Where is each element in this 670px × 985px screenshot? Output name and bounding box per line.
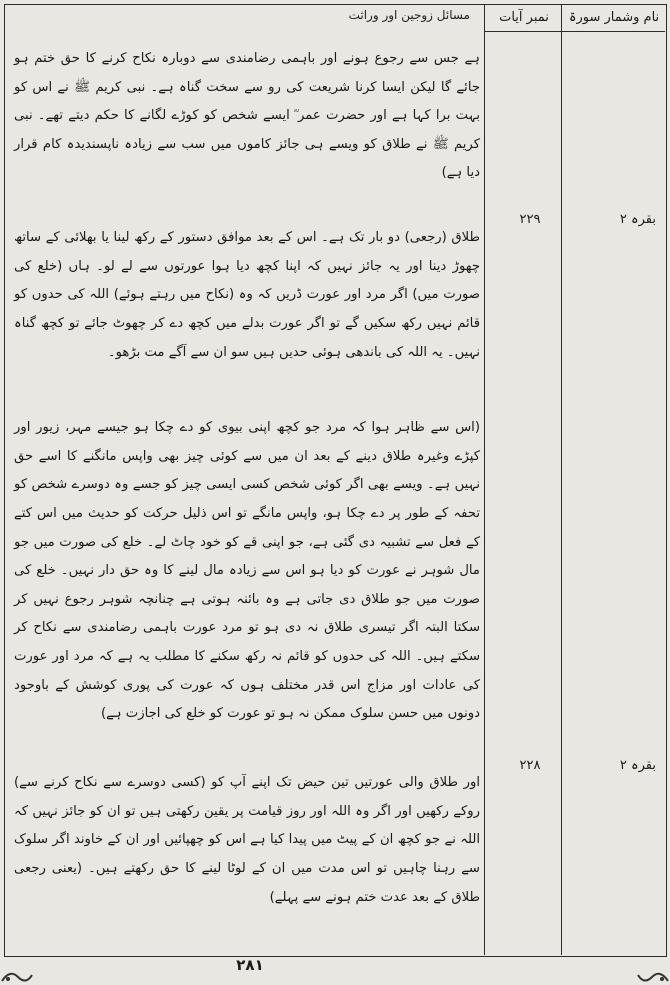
header-surah: نام وشمار سورۃ <box>568 10 660 25</box>
paragraph-3: (اس سے ظاہر ہوا کہ مرد جو کچھ اپنی بیوی کو دے چکا ہو جیسے مہر، زیور اور کپڑے وغیرہ طلاق دینے کے بعد ان میں سے کوئی چیز بھی واپس مانگنے کا اسے حق نہیں ہے۔ ویسے بھی اگر کوئی شخص کسی ایسی چیز کو جسے وہ دوسرے شخص کو تحفہ کے طور پر دے چکا ہو، واپس مانگے تو اس ذلیل حرکت کو حدیث میں اس کتے کے فعل سے تشبیہ دی گئی ہے، جو اپنی قے کو خود چاٹ لے۔ خلع کی صورت میں جو مال شوہر نے عورت کو دیا ہو اس سے زیادہ مال لینے کا وہ حق دار نہیں۔ خلع کی صورت میں جو طلاق دی جاتی ہے وہ بائنہ ہوتی ہے چنانچہ شوہر رجوع نہیں کر سکتا البتہ اگر تیسری طلاق نہ دی ہو تو مرد عورت باہمی رضامندی سے نکاح کر سکتے ہیں۔ اللہ کی حدوں کو قائم نہ رکھ سکنے کا مطلب یہ ہے کہ مرد اور عورت کی عادات اور مزاج اس قدر مختلف ہوں کہ عورت کی پوری کوشش کے باوجود دونوں میں حسن سلوک ممکن نہ ہو تو عورت کو خلع کی اجازت ہے) <box>14 420 480 722</box>
column-divider-ayah <box>561 4 562 955</box>
running-title: مسائل زوجین اور وراثت <box>348 8 470 22</box>
page-number: ۲۸۱ <box>236 956 264 974</box>
ref-surah-2: بقرہ ۲ <box>619 758 656 773</box>
header-ayah: نمبر آیات <box>499 10 549 25</box>
column-divider-text <box>484 4 485 955</box>
paragraph-4: اور طلاق والی عورتیں تین حیض تک اپنے آپ کو (کسی دوسرے سے نکاح کرنے سے) روکے رکھیں اور اگر وہ اللہ اور روز قیامت پر یقین رکھتی ہیں تو ان کو جائز نہیں کہ اللہ نے جو کچھ ان کے پیٹ میں پیدا کیا ہے اس کو چھپائیں اور ان کے خاوند اگر سلوک سے رہنا چاہیں تو اس مدت میں ان کے لوٹا لینے کا حق رکھتے ہیں۔ (یعنی رجعی طلاق کے بعد عدت ختم ہونے سے پہلے) <box>14 775 480 905</box>
header-divider <box>484 31 665 32</box>
ref-ayah-2: ۲۲۸ <box>519 758 541 773</box>
paragraph-2: طلاق (رجعی) دو بار تک ہے۔ اس کے بعد موافق دستور کے رکھ لینا یا بھلائی کے ساتھ چھوڑ دینا اور یہ جائز نہیں کہ اپنا کچھ دیا ہوا عورتوں سے لے لو۔ ہاں (خلع کی صورت میں) اگر مرد اور عورت ڈریں کہ وہ (نکاح میں رہتے ہوئے) اللہ کی حدوں کو قائم نہیں رکھ سکیں گے تو اگر عورت بدلے میں کچھ دے کر چھوٹ جائے تو کچھ گناہ نہیں۔ یہ اللہ کی باندھی ہوئی حدیں ہیں سو ان سے آگے مت بڑھو۔ <box>14 230 480 360</box>
paragraph-1: ہے جس سے رجوع ہونے اور باہمی رضامندی سے دوبارہ نکاح کرنے کا حق ختم ہو جائے گا لیکن ایسا کرنا شریعت کی رو سے سخت گناہ ہے۔ نبی کریم ﷺ نے اس کو بہت برا کہا ہے اور حضرت عمر ؓ ایسے شخص کو کوڑے لگانے کا حکم دیتے تھے۔ نبی کریم ﷺ نے طلاق کو ویسے ہی جائز کاموں میں سب سے زیادہ ناپسندیدہ کام قرار دیا ہے) <box>14 51 480 181</box>
corner-ornament-right <box>636 967 670 985</box>
ref-surah-1: بقرہ ۲ <box>619 212 656 227</box>
ref-ayah-1: ۲۲۹ <box>519 212 541 227</box>
corner-ornament-left <box>0 967 34 985</box>
